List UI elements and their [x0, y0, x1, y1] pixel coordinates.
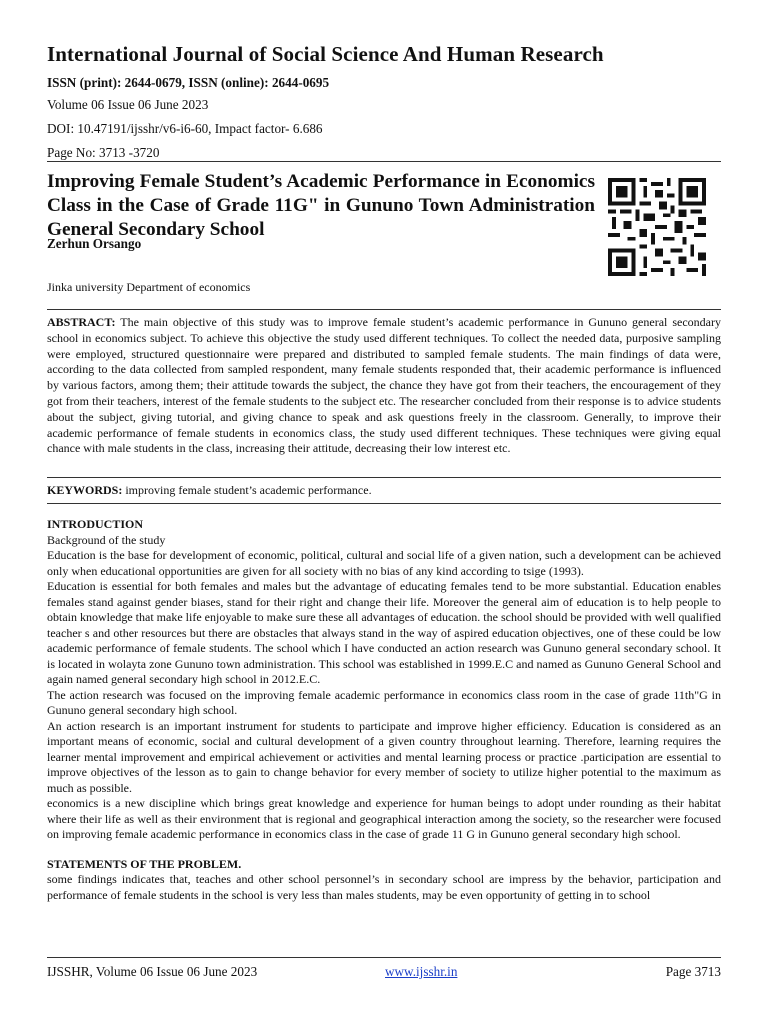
page-range: Page No: 3713 -3720: [47, 145, 160, 160]
qr-code-icon: [608, 178, 706, 276]
abstract-block: [47, 315, 721, 457]
keywords-divider: [47, 503, 721, 504]
journal-title: International Journal of Social Science And Human Research: [47, 42, 604, 66]
problem-paragraph: some findings indicates that, teaches and other school personnel’s in secondary school are impress by the behavior, participation and performance of female students in the school is very less than males students, may be even opportunity of getting in to school: [47, 872, 721, 902]
keywords-line: [47, 483, 721, 498]
page-number: Page 3713: [665, 964, 721, 979]
abstract-text: The main objective of this study was to improve female student’s academic performance in Gununo general secondary school in economics subject. To achieve this objective the study used different techniques. To collect the needed data, purposive sampling were employed, structured questionnaire were prepared and distributed to sampled female students. The main findings of data were, according to the data collected from sampled respondent, many female students responded that, their academic performance is influenced by various factors, among them; their attitude towards the subject, the chance they have got from their teachers, the encouragement of they got from their teachers, interest of the female students to the subject etc. The researcher concluded from their response is to advice students about the subject, giving tutorial, and giving chance to speak and ask questions freely in the classroom. Generally, to improve their academic performance of female students in economics class, the study used different techniques. These techniques were giving equal chance with male students in the class, increasing their attitude, decreasing their low interest etc.: [47, 315, 721, 456]
header-divider: [47, 161, 721, 162]
paper-title: Improving Female Student’s Academic Performance in Economics Class in the Case of Grade 11G" in Gununo Town Administration General Secondary School: [47, 171, 595, 240]
doi-line: DOI: 10.47191/ijsshr/v6-i6-60, Impact factor- 6.686: [47, 121, 323, 136]
background-subheading: Background of the study: [47, 532, 166, 547]
intro-paragraph: economics is a new discipline which brings great knowledge and experience for human beings to adopt under rounding as their habitat where their life as well as their environment that is regional and geographical interaction among the society, so the researcher were focused on improving female academic performance in economics class in the case of grade 11 G in Gununo general secondary high school.: [47, 796, 721, 841]
footer-citation: IJSSHR, Volume 06 Issue 06 June 2023: [47, 964, 258, 979]
abstract-bottom-divider: [47, 477, 721, 478]
intro-paragraph: An action research is an important instrument for students to participate and improve higher efficiency. Education is considered as an important means of economic, social and cultural development of a given country throughout learning. Therefore, learning requires the learner mental improvement and empirical achievement or activities and mental learning process or practice .participation are essential to improve objectives of the lesson as to gain to change behavior for every member of society to utilize higher potential to the maximum as much as possible.: [47, 718, 721, 795]
keywords-text: improving female student’s academic performance.: [125, 483, 372, 497]
author-name: Zerhun Orsango: [47, 236, 142, 251]
intro-paragraph: Education is the base for development of economic, political, cultural and social life of a given nation, such a development can be achieved only when educational opportunities are given for all society with no bias of any kind according to tsige (1993).: [47, 548, 721, 578]
issn-line: ISSN (print): 2644-0679, ISSN (online): 2644-0695: [47, 75, 330, 90]
intro-paragraph: Education is essential for both females and males but the advantage of educating females tend to be more substantial. Education enables females stand against gender biases, stand for their right and change their life. Moreover the general aim of education is to help people to obtain knowledge that make life enjoyable to make sure these all advantages of education. the school should be provided with well qualified teacher s and other resources but there are obstacles that always stand in the way of aspired education objectives, one of these could be low academic performance of female students. The school which I have conducted an action research was Gununo general secondary school. It is located in wolayta zone Gununo town administration. This school was established in 1999.E.C and named as Gununo General School and again named general secondary high school in 2012.E.C.: [47, 579, 721, 686]
journal-website-link[interactable]: www.ijsshr.in: [385, 964, 458, 979]
problem-heading: STATEMENTS OF THE PROBLEM.: [47, 856, 242, 871]
introduction-heading: INTRODUCTION: [47, 517, 144, 531]
article-body: [47, 517, 721, 903]
footer-divider: [47, 957, 721, 958]
abstract-label: ABSTRACT:: [47, 315, 116, 329]
intro-paragraph: The action research was focused on the improving female academic performance in economics class room in the case of grade 11th"G in Gununo general secondary high school.: [47, 687, 721, 717]
keywords-label: KEYWORDS:: [47, 483, 123, 497]
abstract-top-divider: [47, 309, 721, 310]
author-affiliation: Jinka university Department of economics: [47, 280, 251, 294]
volume-line: Volume 06 Issue 06 June 2023: [47, 97, 209, 112]
